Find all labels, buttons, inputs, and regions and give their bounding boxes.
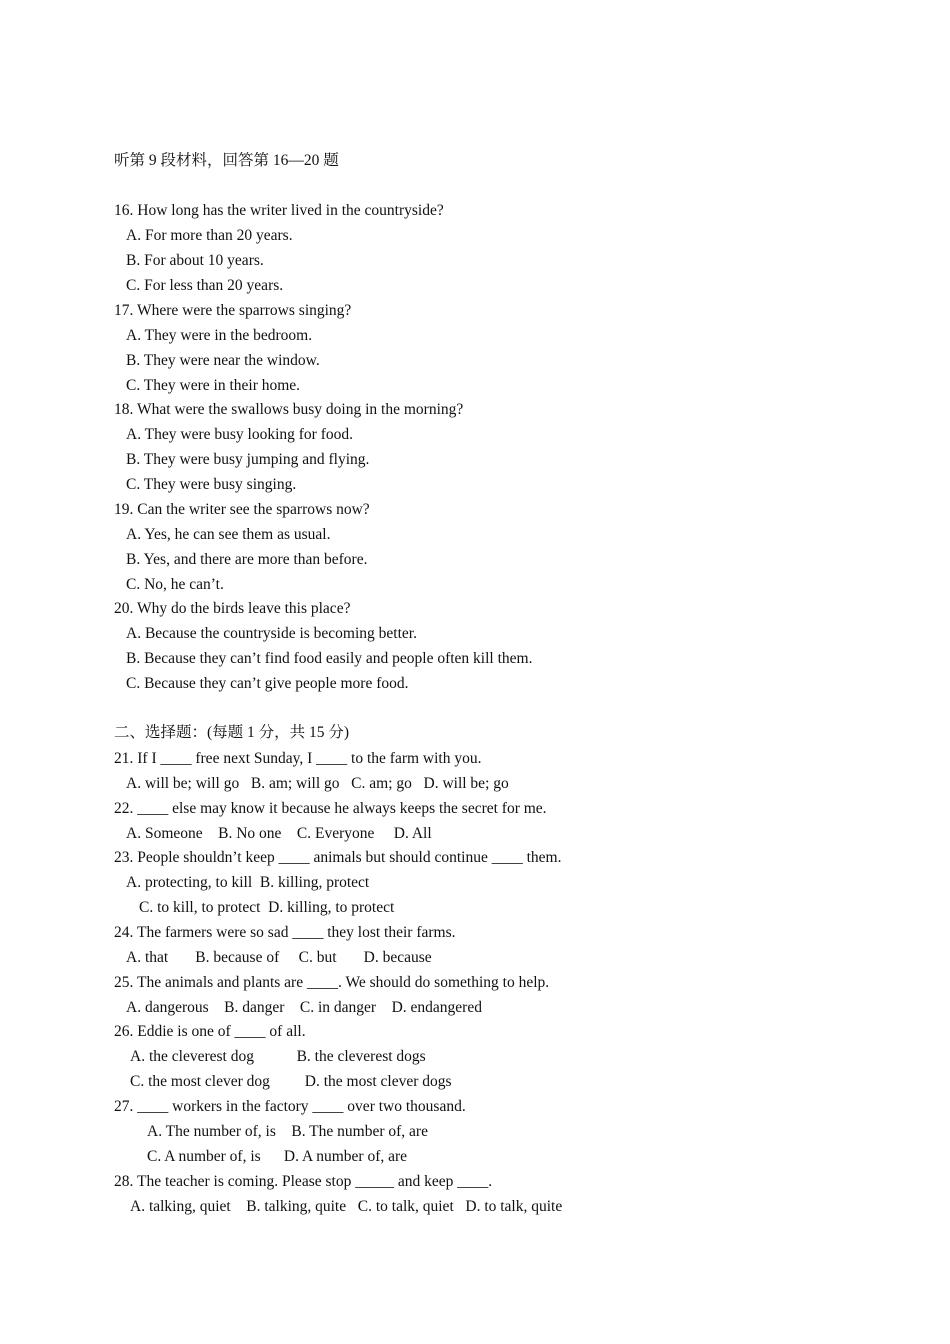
question-26: 26. Eddie is one of ____ of all. [114,1023,306,1040]
options-22: A. Someone B. No one C. Everyone D. All [126,825,432,842]
option-20b: B. Because they can’t find food easily and people often kill them. [126,650,533,667]
question-28: 28. The teacher is coming. Please stop _____ and keep ____. [114,1173,493,1190]
option-18c: C. They were busy singing. [126,476,297,493]
option-20a: A. Because the countryside is becoming better. [126,625,417,642]
options-21: A. will be; will go B. am; will go C. am; go D. will be; go [126,775,509,792]
question-16: 16. How long has the writer lived in the countryside? [114,202,444,219]
options-27-line1: A. The number of, is B. The number of, are [147,1123,428,1140]
option-18a: A. They were busy looking for food. [126,426,354,443]
options-23-line2: C. to kill, to protect D. killing, to protect [139,899,395,916]
section-heading-choice: 二、选择题：(每题 1 分，共 15 分) [114,724,350,741]
options-25: A. dangerous B. danger C. in danger D. endangered [126,999,482,1016]
option-20c: C. Because they can’t give people more food. [126,675,409,692]
option-17a: A. They were in the bedroom. [126,327,313,344]
question-21: 21. If I ____ free next Sunday, I ____ to the farm with you. [114,750,482,767]
option-17c: C. They were in their home. [126,377,301,394]
option-16c: C. For less than 20 years. [126,277,284,294]
question-25: 25. The animals and plants are ____. We should do something to help. [114,974,550,991]
options-27-line2: C. A number of, is D. A number of, are [147,1148,408,1165]
options-24: A. that B. because of C. but D. because [126,949,432,966]
options-26-line2: C. the most clever dog D. the most clever dogs [130,1073,452,1090]
question-22: 22. ____ else may know it because he always keeps the secret for me. [114,800,547,817]
options-28: A. talking, quiet B. talking, quite C. to talk, quiet D. to talk, quite [130,1198,563,1215]
options-23-line1: A. protecting, to kill B. killing, protect [126,874,370,891]
option-16b: B. For about 10 years. [126,252,264,269]
option-19b: B. Yes, and there are more than before. [126,551,368,568]
question-24: 24. The farmers were so sad ____ they lost their farms. [114,924,456,941]
question-17: 17. Where were the sparrows singing? [114,302,352,319]
question-27: 27. ____ workers in the factory ____ over two thousand. [114,1098,466,1115]
option-16a: A. For more than 20 years. [126,227,293,244]
question-19: 19. Can the writer see the sparrows now? [114,501,370,518]
option-19c: C. No, he can’t. [126,576,224,593]
option-19a: A. Yes, he can see them as usual. [126,526,331,543]
section-heading-listening: 听第 9 段材料，回答第 16—20 题 [114,152,339,169]
question-18: 18. What were the swallows busy doing in the morning? [114,401,464,418]
option-18b: B. They were busy jumping and flying. [126,451,370,468]
question-23: 23. People shouldn’t keep ____ animals but should continue ____ them. [114,849,562,866]
question-20: 20. Why do the birds leave this place? [114,600,351,617]
option-17b: B. They were near the window. [126,352,320,369]
options-26-line1: A. the cleverest dog B. the cleverest dogs [130,1048,426,1065]
